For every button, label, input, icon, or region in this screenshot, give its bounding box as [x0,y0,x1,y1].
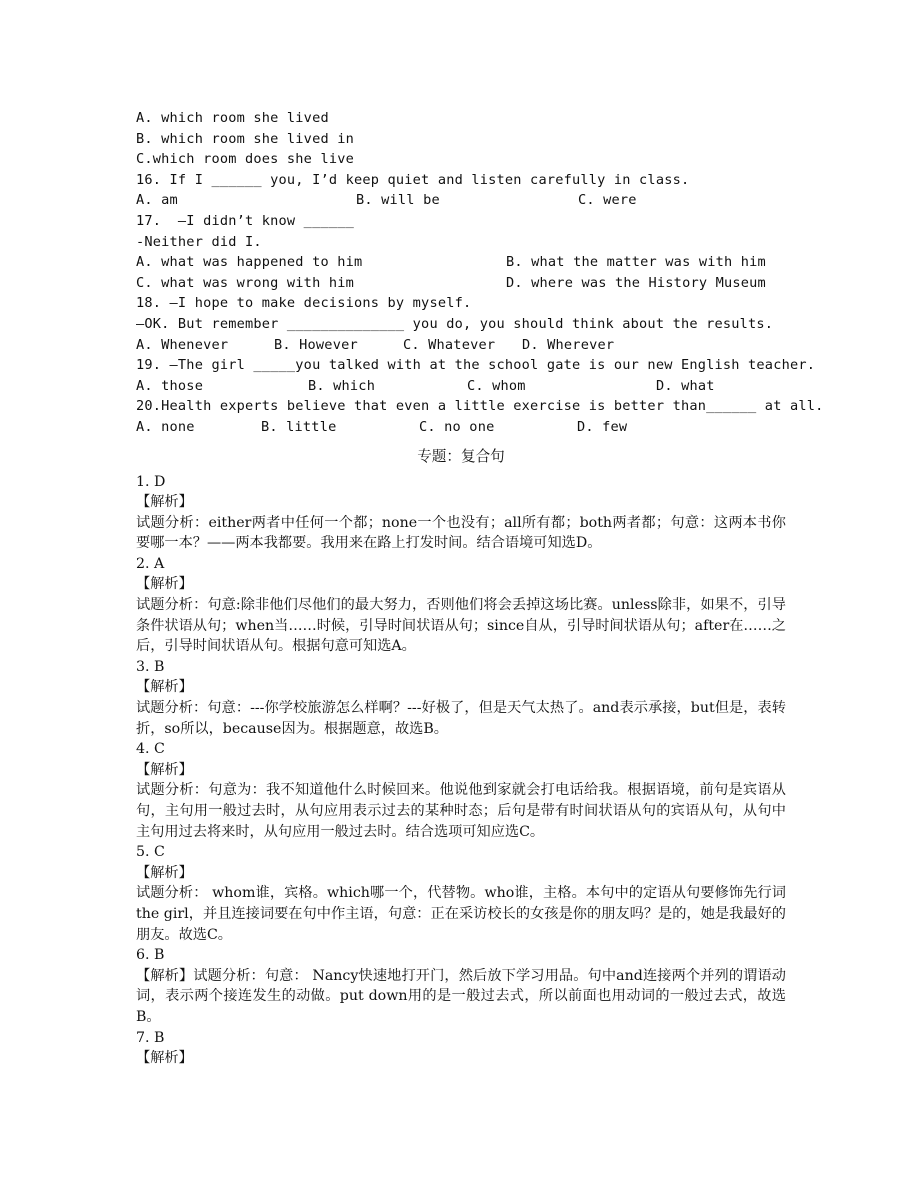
answer-4-number: 4. C [136,741,165,758]
answer-3-label: 【解析】 [136,679,193,696]
q17-option-d: D. where was the History Museum [506,274,766,291]
q16-stem: 16. If I ______ you, I’d keep quiet and listen carefully in class. [136,171,690,188]
q19-option-a: A. those [136,377,204,394]
q20-option-c: C. no one [419,418,495,435]
answer-4-text: 试题分析：句意为：我不知道他什么时候回来。他说他到家就会打电话给我。根据语境，前句是宾语从句，主句用一般过去时，从句应用表示过去的某种时态；后句是带有时间状语从句的宾语从句，从句中主句用过去将来时，从句应用一般过去时。结合选项可知应选C。 [136,782,786,840]
q17-options-cd [136,273,786,294]
q18-option-b: B. However [274,336,358,353]
q17-option-b: B. what the matter was with him [506,254,766,271]
q20-option-a: A. none [136,418,195,435]
q18-stem: 18. —I hope to make decisions by myself. [136,295,472,312]
q18-reply: —OK. But remember ______________ you do, you should think about the results. [136,315,774,332]
q17-reply: -Neither did I. [136,233,262,250]
q19-option-c: C. whom [467,377,526,394]
answer-3-text: 试题分析：句意：---你学校旅游怎么样啊？---好极了，但是天气太热了。and表示承接，but但是，表转折，so所以，because因为。根据题意，故选B。 [136,700,786,737]
answer-7-number: 7. B [136,1029,165,1046]
answer-6-paragraph [136,966,786,1028]
q18-option-c: C. Whatever [403,336,496,353]
answer-7-label: 【解析】 [136,1050,193,1067]
q19-option-b: B. which [308,377,376,394]
section-title: 专题：复合句 [417,447,505,465]
q15-option-b: B. which room she lived in [136,130,354,147]
q20-stem: 20.Health experts believe that even a little exercise is better than______ at all. [136,398,824,415]
q15-option-c: C.which room does she live [136,151,354,168]
q17-option-c: C. what was wrong with him [136,274,354,291]
answer-6-text: 试题分析：句意： Nancy快速地打开门，然后放下学习用品。句中and连接两个并列的谓语动词，表示两个接连发生的动做。put down用的是一般过去式，所以前面也用动词的一般过去式，故选B。 [136,967,786,1025]
q18-option-d: D. Wherever [522,336,615,353]
answer-3-number: 3. B [136,658,165,675]
document-page [136,108,824,1069]
answer-1-label: 【解析】 [136,494,193,511]
q19-options [136,376,786,397]
answer-2-number: 2. A [136,555,165,572]
q19-stem: 19. –The girl _____you talked with at the school gate is our new English teacher. [136,357,816,374]
q16-option-b: B. will be [356,192,440,209]
q18-options [136,335,786,356]
q16-option-a: A. am [136,192,178,209]
answer-1-number: 1. D [136,473,166,490]
answer-2-label: 【解析】 [136,576,193,593]
q15-option-a: A. which room she lived [136,110,329,126]
q17-stem: 17. –I didn’t know ______ [136,212,354,229]
q16-options [136,190,786,211]
q16-option-c: C. were [578,192,637,209]
answer-2-text: 试题分析：句意:除非他们尽他们的最大努力，否则他们将会丢掉这场比赛。unless除非，如果不，引导条件状语从句；when当……时候，引导时间状语从句；since自从，引导时间状语从句；after在……之后，引导时间状语从句。根据句意可知选A。 [136,597,786,655]
answer-6-label: 【解析】 [136,967,194,984]
answer-6-number: 6. B [136,947,165,964]
q18-option-a: A. Whenever [136,336,229,353]
answer-5-number: 5. C [136,844,165,861]
q17-option-a: A. what was happened to him [136,254,363,271]
answer-5-label: 【解析】 [136,864,193,881]
answer-1-text: 试题分析：either两者中任何一个都；none一个也没有；all所有都；both两者都；句意：这两本书你要哪一本？——两本我都要。我用来在路上打发时间。结合语境可知选D。 [136,514,786,552]
q20-options [136,417,786,438]
q20-option-b: B. little [261,418,337,435]
q17-options-ab [136,252,786,273]
q19-option-d: D. what [656,377,715,394]
answer-4-label: 【解析】 [136,761,193,778]
q20-option-d: D. few [577,418,628,435]
answer-5-text: 试题分析： whom谁，宾格。which哪一个，代替物。who谁，主格。本句中的定语从句要修饰先行词the girl，并且连接词要在句中作主语，句意：正在采访校长的女孩是你的朋友吗？是的，她是我最好的朋友。故选C。 [136,885,786,943]
